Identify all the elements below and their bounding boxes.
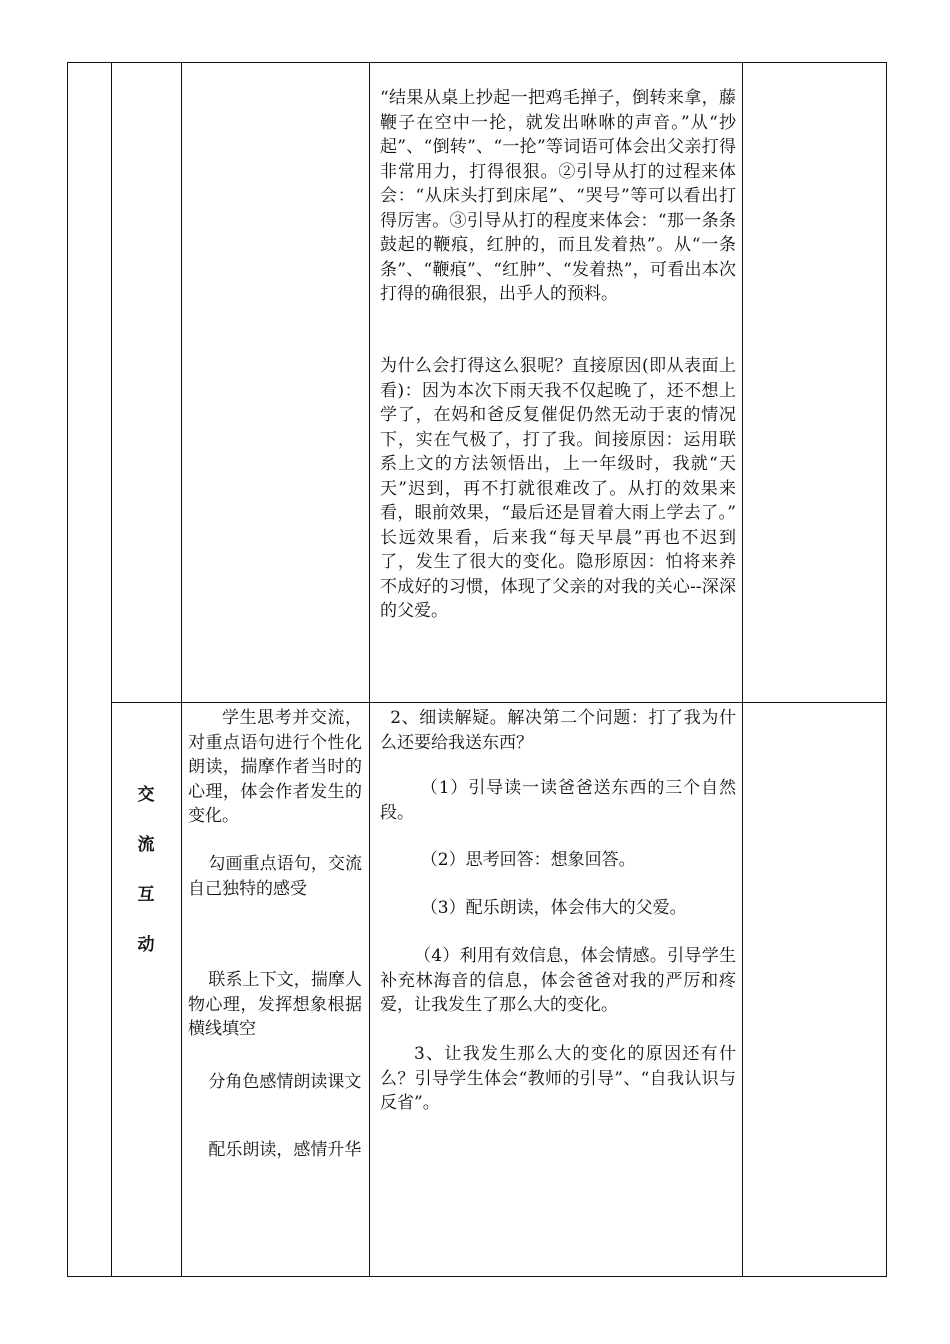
teacher-text-bottom-6: 3、让我发生那么大的变化的原因还有什么？引导学生体会“教师的引导”、“自我认识与反省”。 xyxy=(380,1044,736,1113)
table-border-left xyxy=(67,62,68,1277)
teacher-text-bottom-3: （2）思考回答：想象回答。 xyxy=(420,850,636,870)
column-divider-3 xyxy=(369,62,370,1277)
teacher-text-top-2: 为什么会打得这么狠呢？直接原因(即从表面上看)：因为本次下雨天我不仅起晚了，还不想上学了，在妈和爸反复催促仍然无动于衷的情况下，实在气极了，打了我。间接原因：运用联系上文的方法领悟出，上一年级时，我就“天天”迟到，再不打就很难改了。从打的效果来看，眼前效果，“最后还是冒着大雨上学去了。” 长远效果看，后来我“每天早晨”再也不迟到了，发生了很大的变化。隐形原因：怕将来养不成好的习惯，体现了父亲的对我的关心--深深的父爱。 xyxy=(380,356,736,621)
teacher-text-bottom-5: （4）利用有效信息，体会情感。引导学生补充林海音的信息，体会爸爸对我的严厉和疼爱，让我发生了那么大的变化。 xyxy=(380,946,736,1015)
column-divider-2 xyxy=(181,62,182,1277)
teacher-text-bottom-2: （1）引导读一读爸爸送东西的三个自然段。 xyxy=(380,778,736,823)
table-border-right xyxy=(886,62,887,1277)
student-text-2: 勾画重点语句，交流自己独特的感受 xyxy=(188,854,362,899)
stage-label-char: 交 xyxy=(137,785,155,805)
stage-label-char: 流 xyxy=(137,835,155,855)
table-border-top xyxy=(67,62,887,63)
row-divider xyxy=(111,702,887,703)
student-text-3: 联系上下文，揣摩人物心理，发挥想象根据横线填空 xyxy=(188,970,362,1039)
teacher-text-bottom-4: （3）配乐朗读，体会伟大的父爱。 xyxy=(420,898,687,918)
student-text-4: 分角色感情朗读课文 xyxy=(208,1072,362,1092)
teacher-text-top-1: “结果从桌上抄起一把鸡毛掸子，倒转来拿，藤鞭子在空中一抡，就发出咻咻的声音。”从“抄起”、“倒转”、“一抡”等词语可体会出父亲打得非常用力，打得很狠。②引导从打的过程来体会：“从床头打到床尾”、“哭号”等可以看出打得厉害。③引导从打的程度来体会：“那一条条鼓起的鞭痕，红肿的，而且发着热”。从“一条条”、“鞭痕”、“红肿”、“发着热”，可看出本次打得的确很狠，出乎人的预料。 xyxy=(380,88,736,304)
student-text-5: 配乐朗读，感情升华 xyxy=(208,1140,362,1160)
stage-label-char: 互 xyxy=(137,885,155,905)
stage-label xyxy=(111,770,181,970)
teacher-text-bottom-1: 2、细读解疑。解决第二个问题：打了我为什么还要给我送东西？ xyxy=(380,708,736,753)
stage-label-char: 动 xyxy=(137,935,155,955)
table-border-bottom xyxy=(67,1276,887,1277)
column-divider-1 xyxy=(111,62,112,1277)
student-text-1: 学生思考并交流，对重点语句进行个性化朗读，揣摩作者当时的心理，体会作者发生的变化。 xyxy=(188,708,362,826)
column-divider-4 xyxy=(742,62,743,1277)
